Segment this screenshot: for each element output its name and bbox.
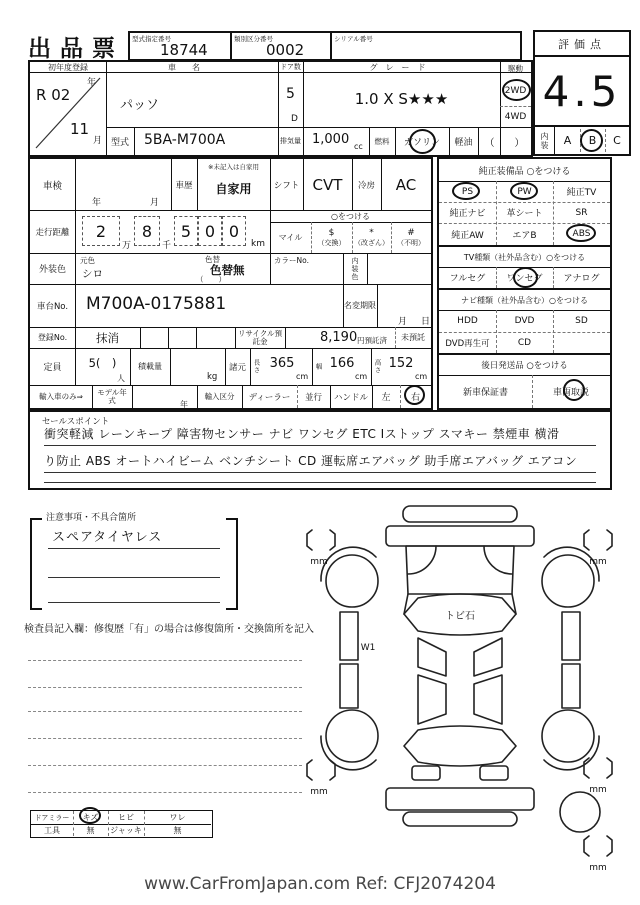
ac-label: 冷房 (357, 180, 375, 191)
sales-points-line1: 衝突軽減 レーンキープ 障害物センサー ナビ ワンセグ ETC Iストップ スマキー 禁煙車 横滑 (44, 425, 596, 446)
vehicle-info-block (28, 60, 533, 157)
mileage-opt-star: * (369, 227, 374, 238)
model-year-unit: 年 (180, 400, 188, 409)
chassis-no-value: M700A-0175881 (86, 294, 227, 314)
mileage-unit-man: 万 (122, 241, 132, 251)
equip-navi: 純正ナビ (449, 209, 486, 219)
inspector-line (28, 711, 302, 712)
registration-no-value: 抹消 (96, 330, 119, 345)
ac-value: AC (395, 175, 417, 194)
mileage-digit-2: 8 (134, 216, 160, 246)
mileage-unit-km: km (251, 239, 265, 249)
rear-bottom-bumper (403, 812, 517, 826)
equip-airbag: エアB (512, 230, 537, 241)
sales-points-label: セールスポイント (42, 417, 110, 427)
rear-right-wheel (542, 710, 594, 762)
mirror-crack: ヒビ (118, 813, 134, 822)
detail-block (28, 157, 433, 410)
mm-label: mm (310, 557, 328, 567)
interior-color-label: 内装色 (351, 256, 359, 281)
name-change-month: 月 (398, 317, 408, 327)
sales-points-box (28, 410, 612, 490)
left-rear-sill (340, 664, 358, 708)
divider (196, 327, 197, 348)
drive-label: 駆動 (508, 64, 523, 73)
later-shipping-box (437, 353, 612, 410)
recycle-value: 8,190 (320, 330, 358, 345)
tread-bracket-rear-left (307, 760, 335, 780)
mileage-opt-hash-sub: （不明） (397, 238, 425, 247)
rear-bumper (386, 788, 534, 810)
divider (270, 253, 271, 284)
recycle-unit: 円預託済 (357, 336, 387, 345)
color-change-value: 色替無 (210, 263, 245, 277)
color-no-label: カラーNo. (274, 256, 309, 265)
front-left-fender-arc (321, 547, 376, 581)
fuel-paren: （ ） (484, 137, 525, 149)
base-color-label: 元色 (80, 256, 95, 265)
mileage-opt-mile: マイル (278, 233, 303, 242)
divider (371, 348, 372, 385)
mileage-digit-1: 2 (82, 216, 120, 246)
circle-mark-ps (452, 182, 480, 200)
type-designation-label: 型式指定番号 (132, 35, 171, 43)
circle-mark-handle-right (404, 385, 425, 405)
class-section-label: 類別区分番号 (234, 35, 273, 43)
mileage-mark-header: ○をつける (331, 211, 370, 221)
color-change-paren: （ ） (196, 275, 226, 284)
divider (285, 327, 286, 348)
model-code-value: 5BA-M700A (144, 132, 226, 148)
page-title: 出品票 (28, 36, 124, 62)
mm-label: mm (310, 787, 328, 797)
mileage-opt-star-sub: （改ざん） (354, 238, 389, 247)
navi-dvd: DVD (514, 316, 535, 326)
mileage-unit-sen: 千 (162, 241, 172, 251)
warranty-book: 新車保証書 (462, 388, 508, 398)
base-color-value: シロ (82, 268, 103, 280)
divider (30, 253, 431, 254)
equip-tv: 純正TV (566, 188, 597, 198)
height-label: 高さ (373, 359, 382, 374)
equip-pw: PW (517, 186, 532, 197)
sales-points-line2: り防止 ABS オートハイビーム ベンチシート CD 運転席エアバッグ 助手席エアバッグ エアコン (44, 452, 596, 473)
circle-mark-pw (510, 182, 538, 200)
equip-leather: 革シート (506, 209, 543, 219)
serial-box (330, 31, 522, 61)
divider (30, 72, 531, 73)
first-registration-label: 初年度登録 (48, 62, 88, 72)
first-registration-month-unit: 月 (93, 136, 103, 146)
divider (30, 284, 431, 285)
divider (312, 348, 313, 385)
first-registration-year-unit: 年 (87, 78, 97, 88)
width-unit: cm (355, 372, 368, 381)
width-value: 166 (329, 355, 355, 371)
tread-bracket-front-right (584, 530, 612, 550)
tread-bracket-spare (584, 836, 612, 856)
recycle-none: 未預託 (401, 333, 425, 342)
navi-type-box (437, 288, 612, 355)
fuel-diesel: 軽油 (454, 137, 473, 148)
circle-mark-abs (566, 224, 596, 242)
divider (75, 253, 76, 284)
length-unit: cm (296, 372, 309, 381)
name-change-day: 日 (421, 317, 431, 327)
divider (500, 106, 531, 107)
vehicle-manual: 車両取説 (552, 388, 589, 398)
chassis-no-label: 車台No. (36, 301, 69, 312)
exterior-color-label: 外装色 (38, 265, 66, 275)
registration-no-label: 登録No. (37, 333, 68, 342)
headlight-left (408, 546, 436, 574)
spec-label: 諸元 (228, 362, 246, 373)
mileage-opt-dollar-sub: （交換） (317, 238, 346, 247)
tread-bracket-front-left (307, 530, 335, 550)
divider (170, 348, 171, 385)
car-name-value: パッソ (120, 98, 160, 113)
rear-left-wheel (326, 710, 378, 762)
grade-value: 1.0 X S★★★ (354, 90, 449, 108)
rear-right-fender-arc (544, 736, 599, 770)
name-change-label: 名変期限 (344, 300, 376, 310)
recycle-label: リサイクル預託金 (238, 328, 282, 346)
model-code-label: 型式 (110, 137, 129, 148)
circle-mark-manual (563, 379, 585, 401)
notes-bracket-right (226, 518, 238, 610)
load-unit: kg (207, 372, 218, 382)
front-top-bumper (403, 506, 517, 522)
tv-fullseg: フルセグ (449, 274, 486, 284)
capacity-value: 5( ) (88, 356, 117, 370)
right-rear-door (474, 675, 502, 724)
navi-cd: CD (517, 337, 532, 348)
height-value: 152 (388, 355, 414, 371)
divider (367, 253, 368, 284)
score-value: 4.5 (533, 55, 631, 127)
first-registration-month: 11 (70, 120, 90, 138)
handle-label: ハンドル (333, 392, 368, 403)
notes-underline-1 (48, 548, 220, 549)
first-registration-year: R 02 (36, 86, 71, 104)
notes-bracket-left (30, 518, 42, 610)
circle-mark-interior-b (580, 129, 603, 152)
handle-right: 右 (410, 393, 420, 403)
class-section-box (230, 31, 332, 61)
shift-value: CVT (312, 175, 343, 194)
doors-value: 5 (286, 86, 295, 102)
grade-label: グレード (369, 62, 434, 72)
divider (132, 385, 133, 408)
oem-equipment-header: 純正装備品 ○をつける (478, 166, 571, 177)
stone-chip-label: トビ石 (445, 611, 475, 622)
model-year-label: モデル年式 (97, 387, 127, 405)
circle-mark-gasoline (409, 129, 436, 154)
score-label: 評価点 (533, 30, 631, 57)
divider (377, 284, 378, 327)
front-right-wheel (542, 555, 594, 607)
inspector-line (28, 792, 302, 793)
right-rear-sill (562, 664, 580, 708)
inspector-line (28, 660, 302, 661)
load-label: 積載量 (138, 362, 162, 371)
navi-dvd-play: DVD再生可 (445, 338, 490, 349)
wave-mark-label: W1 (360, 643, 376, 653)
front-left-wheel (326, 555, 378, 607)
navi-sd: SD (575, 316, 588, 326)
tv-type-header: TV種類（社外品含む）○をつける (463, 252, 586, 262)
jack-value: 無 (173, 825, 182, 835)
right-front-door (474, 638, 502, 676)
capacity-unit: 人 (117, 374, 125, 383)
displacement-unit: cc (354, 142, 363, 151)
shaken-label: 車検 (42, 180, 62, 192)
tv-oneseg: ワンセグ (506, 274, 543, 284)
interior-grade-a: A (563, 134, 572, 147)
mm-label: mm (589, 863, 607, 873)
drive-2wd: 2WD (504, 86, 527, 96)
jack-label: ジャッキ (110, 825, 142, 835)
mileage-opt-dollar: $ (328, 227, 335, 238)
circle-mark-oneseg (513, 267, 538, 288)
fuel-gasoline: ガソリン (403, 137, 440, 148)
rear-window (404, 726, 516, 766)
color-change-label: 色替 (205, 255, 220, 264)
circle-mark-mirror-scratch (79, 807, 101, 824)
divider (75, 284, 76, 327)
notes-underline-2 (48, 577, 220, 578)
divider (250, 348, 251, 385)
right-front-sill (562, 612, 580, 660)
notes-label: 注意事項・不具合箇所 (46, 513, 137, 523)
inspector-line (28, 765, 302, 766)
left-rear-door (418, 675, 446, 724)
divider (92, 385, 93, 408)
headlight-right (484, 546, 512, 574)
car-damage-diagram (300, 500, 640, 875)
class-section-value: 0002 (266, 41, 305, 59)
inspector-note: 検査員記入欄：修復歴「有」の場合は修復箇所・交換箇所を記入 (24, 624, 314, 635)
length-value: 365 (269, 355, 295, 371)
divider (235, 327, 236, 348)
import-only-label: 輸入車のみ⇒ (39, 392, 83, 401)
notes-line1: スペアタイヤレス (52, 530, 163, 545)
shaken-month-unit: 月 (150, 198, 160, 208)
circle-mark-2wd (502, 79, 531, 101)
mileage-label: 走行距離 (35, 227, 70, 238)
divider (75, 210, 76, 253)
mirror-scratch: キズ (82, 813, 99, 822)
history-label: 車歴 (175, 180, 193, 191)
drive-4wd: 4WD (504, 112, 527, 122)
capacity-label: 定員 (43, 363, 62, 373)
doors-sub: D (291, 114, 298, 124)
interior-grade-b: B (588, 134, 597, 147)
mileage-digit-3: 5 (174, 216, 198, 246)
doors-label: ドア数 (280, 63, 301, 71)
shift-label: シフト (273, 180, 300, 191)
mileage-digit-4: 0 (198, 216, 222, 246)
car-name-label: 車名 (168, 62, 216, 72)
serial-label: シリアル番号 (334, 35, 373, 43)
equip-abs: ABS (572, 229, 591, 239)
spare-tire (560, 792, 600, 832)
divider (140, 327, 141, 348)
mirror-label: ドアミラー (34, 813, 70, 822)
left-front-sill (340, 612, 358, 660)
watermark: www.CarFromJapan.com Ref: CFJ2074204 (144, 874, 496, 894)
sales-points-line3 (44, 482, 596, 483)
width-label: 幅 (314, 362, 323, 371)
tail-light-right (480, 766, 508, 780)
type-designation-value: 18744 (160, 41, 208, 59)
length-label: 長さ (252, 359, 261, 374)
left-front-door (418, 638, 446, 676)
import-parallel: 並行 (304, 392, 322, 403)
navi-type-header: ナビ種類（社外品含む）○をつける (461, 295, 588, 305)
inspector-line (28, 687, 302, 688)
history-value: 自家用 (215, 181, 252, 196)
mirror-tools-table (30, 810, 213, 838)
handle-left: 左 (381, 393, 391, 403)
height-unit: cm (415, 372, 428, 381)
interior-grade-c: C (613, 134, 621, 147)
divider (134, 127, 135, 155)
tv-analog: アナログ (563, 274, 600, 284)
fuel-label: 燃料 (374, 136, 390, 146)
tools-value: 無 (86, 825, 95, 835)
mirror-break: ワレ (169, 813, 186, 822)
later-shipping-header: 後日発送品 ○をつける (481, 361, 568, 371)
equip-aw: 純正AW (451, 230, 484, 241)
mm-label: mm (589, 557, 607, 567)
tools-label: 工具 (44, 825, 60, 835)
rear-left-fender-arc (321, 736, 376, 770)
notes-underline-3 (48, 602, 220, 603)
type-designation-box (128, 31, 232, 61)
navi-hdd: HDD (457, 316, 478, 326)
inspector-line (28, 738, 302, 739)
import-dealer: ディーラー (248, 392, 291, 403)
front-bumper (386, 526, 534, 546)
mileage-digit-5: 0 (222, 216, 246, 246)
mm-label: mm (589, 785, 607, 795)
displacement-value: 1,000 (312, 132, 350, 147)
history-note: ※未記入は自家用 (208, 163, 259, 171)
equip-ps: PS (461, 186, 474, 197)
tail-light-left (412, 766, 440, 780)
divider (75, 159, 76, 210)
interior-grade-label: 内装 (535, 127, 555, 154)
displacement-label: 排気量 (280, 137, 301, 145)
shaken-year-unit: 年 (92, 198, 102, 208)
mileage-opt-hash: # (407, 227, 415, 238)
equip-sr: SR (575, 207, 588, 218)
divider (168, 327, 169, 348)
import-class-label: 輸入区分 (204, 392, 235, 401)
